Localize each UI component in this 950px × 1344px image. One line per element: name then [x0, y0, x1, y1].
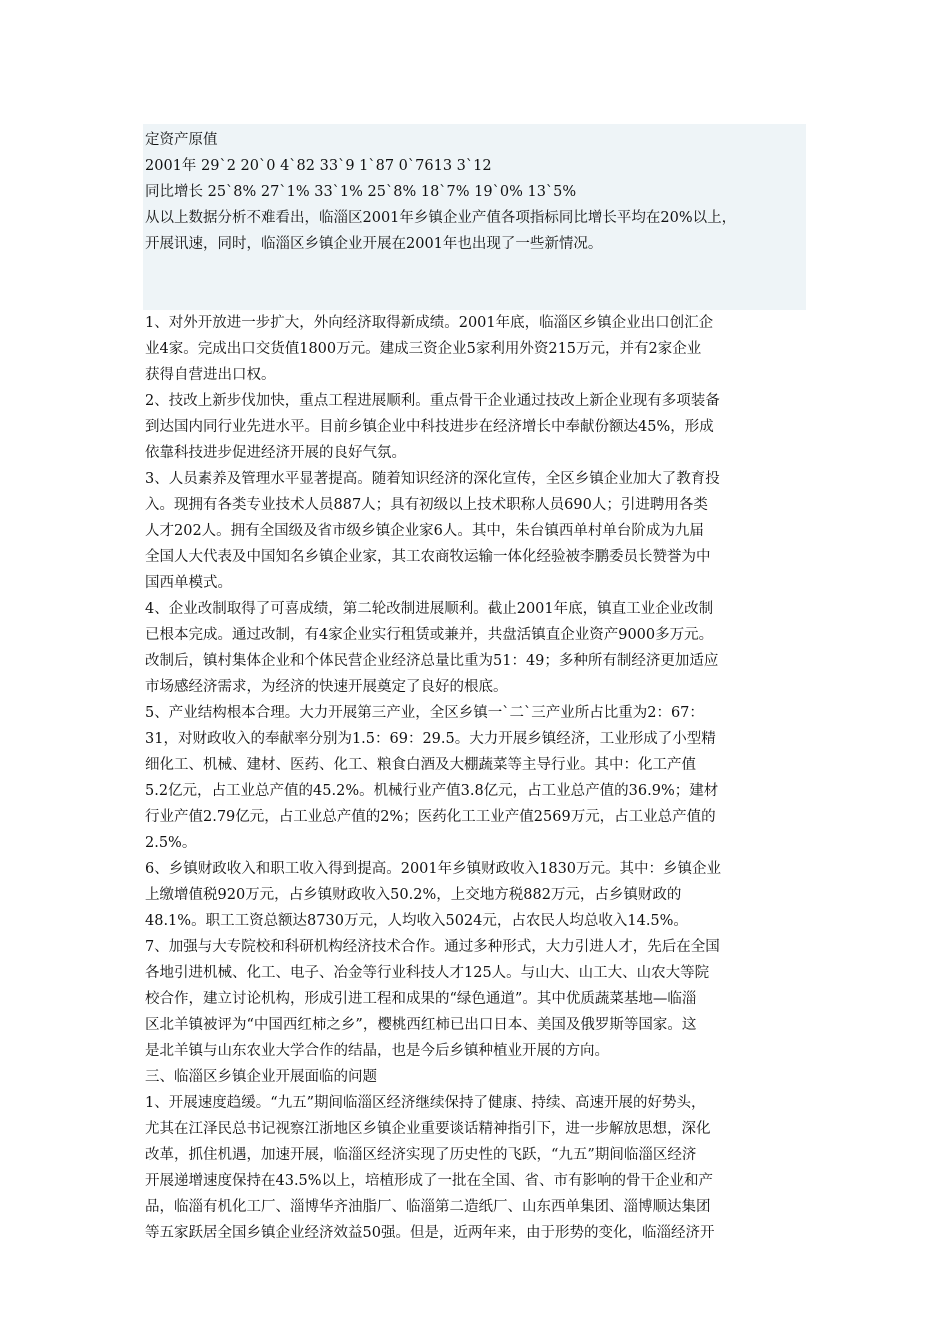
text-line: 开展递增速度保持在43.5%以上，培植形成了一批在全国、省、市有影响的骨干企业和产 — [145, 1173, 714, 1189]
text-line: 细化工、机械、建材、医药、化工、粮食白酒及大棚蔬菜等主导行业。其中：化工产值 — [145, 757, 696, 773]
text-line: 尤其在江泽民总书记视察江浙地区乡镇企业重要谈话精神指引下，进一步解放思想，深化 — [145, 1121, 711, 1137]
text-line: 7、加强与大专院校和科研机构经济技术合作。通过多种形式，大力引进人才，先后在全国 — [145, 939, 720, 955]
text-line: 31，对财政收入的奉献率分别为1.5：69：29.5。大力开展乡镇经济，工业形成了小型精 — [145, 731, 716, 747]
text-line: 各地引进机械、化工、电子、冶金等行业科技人才125人。与山大、山工大、山农大等院 — [145, 965, 710, 981]
text-line: 改制后，镇村集体企业和个体民营企业经济总量比重为51：49；多种所有制经济更加适应 — [145, 653, 719, 669]
text-line: 改革，抓住机遇，加速开展，临淄区经济实现了历史性的飞跃，“九五”期间临淄区经济 — [145, 1147, 697, 1163]
text-line: 从以上数据分析不难看出，临淄区2001年乡镇企业产值各项指标同比增长平均在20%以上， — [145, 210, 737, 226]
text-line: 等五家跃居全国乡镇企业经济效益50强。但是，近两年来，由于形势的变化，临淄经济开 — [145, 1225, 715, 1241]
text-line: 品，临淄有机化工厂、淄博华齐油脂厂、临淄第二造纸厂、山东西单集团、淄博顺达集团 — [145, 1199, 711, 1215]
text-line: 2001年 29`2 20`0 4`82 33`9 1`87 0`7613 3`12 — [145, 158, 492, 174]
text-line: 6、乡镇财政收入和职工收入得到提高。2001年乡镇财政收入1830万元。其中：乡镇企业 — [145, 861, 722, 877]
text-line: 入。现拥有各类专业技术人员887人；具有初级以上技术职称人员690人；引进聘用各类 — [145, 497, 708, 513]
text-line: 全国人大代表及中国知名乡镇企业家，其工农商牧运输一体化经验被李鹏委员长赞誉为中 — [145, 549, 711, 565]
text-line: 人才202人。拥有全国级及省市级乡镇企业家6人。其中，朱台镇西单村单台阶成为九届 — [145, 523, 704, 539]
text-line: 上缴增值税920万元，占乡镇财政收入50.2%，上交地方税882万元，占乡镇财政的 — [145, 887, 682, 903]
text-line: 获得自营进出口权。 — [145, 367, 276, 383]
text-line: 5、产业结构根本合理。大力开展第三产业，全区乡镇一`二`三产业所占比重为2：67： — [145, 705, 704, 721]
text-line: 业4家。完成出口交货值1800万元。建成三资企业5家利用外资215万元，并有2家企业 — [145, 341, 702, 357]
text-line: 国西单模式。 — [145, 575, 232, 591]
text-line: 5.2亿元，占工业总产值的45.2%。机械行业产值3.8亿元，占工业总产值的36.9%；建材 — [145, 783, 719, 799]
text-line: 校合作，建立讨论机构，形成引进工程和成果的“绿色通道”。其中优质蔬菜基地—临淄 — [145, 991, 697, 1007]
text-line: 依靠科技进步促进经济开展的良好气氛。 — [145, 445, 406, 461]
highlighted-text-block — [143, 124, 806, 315]
text-line: 3、人员素养及管理水平显著提高。随着知识经济的深化宣传，全区乡镇企业加大了教育投 — [145, 471, 720, 487]
text-line: 4、企业改制取得了可喜成绩，第二轮改制进展顺利。截止2001年底，镇直工业企业改制 — [145, 601, 714, 617]
text-line: 同比增长 25`8% 27`1% 33`1% 25`8% 18`7% 19`0% 13`5% — [145, 184, 577, 200]
text-line: 1、对外开放进一步扩大，外向经济取得新成绩。2001年底，临淄区乡镇企业出口创汇企 — [145, 315, 714, 331]
text-line: 是北羊镇与山东农业大学合作的结晶，也是今后乡镇种植业开展的方向。 — [145, 1043, 609, 1059]
section-heading: 三、临淄区乡镇企业开展面临的问题 — [145, 1069, 377, 1085]
text-line: 到达国内同行业先进水平。目前乡镇企业中科技进步在经济增长中奉献份额达45%，形成 — [145, 419, 714, 435]
text-line: 行业产值2.79亿元，占工业总产值的2%；医药化工工业产值2569万元，占工业总产值的 — [145, 809, 716, 825]
text-line: 已根本完成。通过改制，有4家企业实行租赁或兼并，共盘活镇直企业资产9000多万元。 — [145, 627, 714, 643]
text-line: 定资产原值 — [145, 132, 218, 148]
text-line: 2.5%。 — [145, 835, 197, 851]
text-line: 2、技改上新步伐加快，重点工程进展顺利。重点骨干企业通过技改上新企业现有多项装备 — [145, 393, 720, 409]
text-line: 区北羊镇被评为“中国西红柿之乡”，樱桃西红柿已出口日本、美国及俄罗斯等国家。这 — [145, 1017, 697, 1033]
block-spacer — [143, 257, 806, 315]
text-line: 1、开展速度趋缓。“九五”期间临淄区经济继续保持了健康、持续、高速开展的好势头， — [145, 1095, 706, 1111]
text-line: 开展讯速，同时，临淄区乡镇企业开展在2001年也出现了一些新情况。 — [145, 236, 603, 252]
text-line: 48.1%。职工工资总额达8730万元，人均收入5024元，占农民人均总收入14.5%。 — [145, 913, 688, 929]
body-text-block — [143, 310, 806, 1246]
text-line: 市场感经济需求，为经济的快速开展奠定了良好的根底。 — [145, 679, 508, 695]
